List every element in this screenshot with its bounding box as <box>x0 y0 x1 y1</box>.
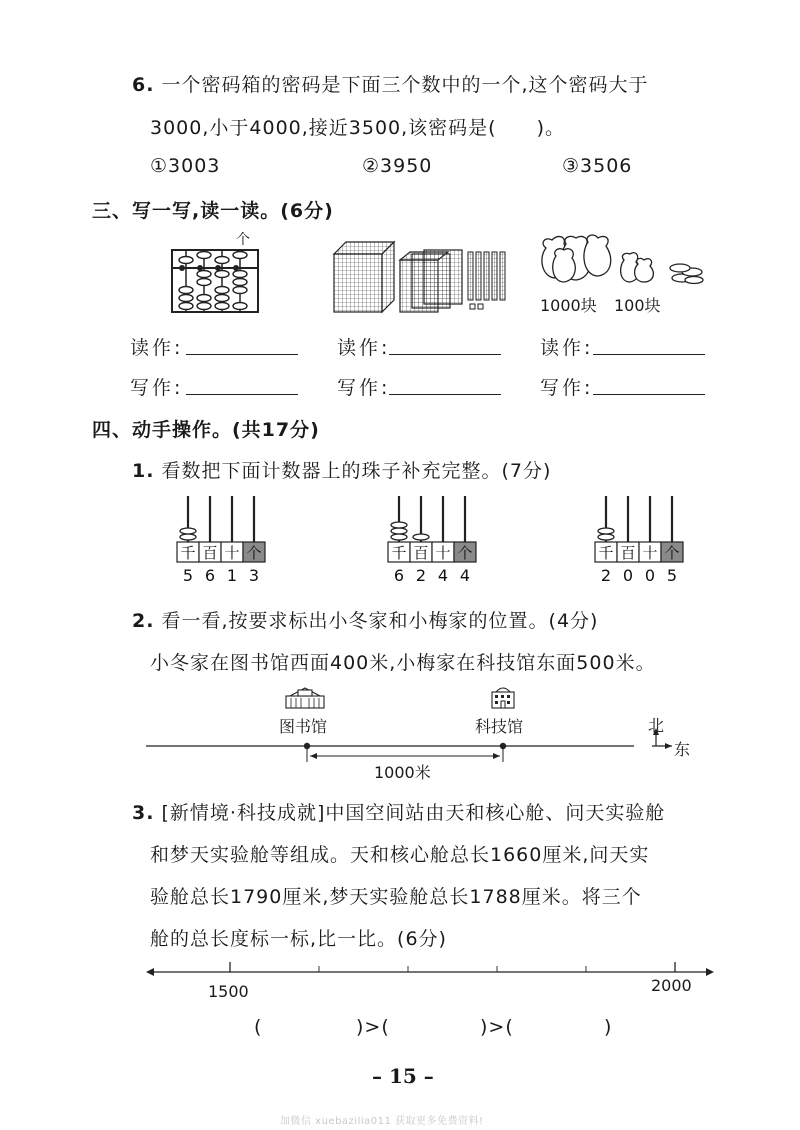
compare-close: ) <box>604 1016 613 1038</box>
q4-2-number: 2. <box>132 610 155 632</box>
q6-option-3: ③3506 <box>562 155 633 177</box>
counter-digit: 2 <box>600 566 612 585</box>
counter-place-label: 十 <box>224 544 240 562</box>
write-answer-line-2[interactable] <box>389 394 501 395</box>
science-museum-icon <box>488 684 518 710</box>
counter-digit: 6 <box>204 566 216 585</box>
counter-digit: 3 <box>248 566 260 585</box>
q6-number: 6. <box>132 74 155 96</box>
counter-bead <box>391 528 407 534</box>
money-bags-illustration <box>536 234 706 290</box>
counter-digit: 0 <box>622 566 634 585</box>
counter-place-label: 十 <box>435 544 451 562</box>
counter-2 <box>387 492 497 588</box>
counter-bead <box>598 528 614 534</box>
counter-digit: 4 <box>437 566 449 585</box>
section4-heading: 四、动手操作。(共17分) <box>92 419 320 441</box>
library-label: 图书馆 <box>279 717 328 736</box>
counter-digit: 1 <box>226 566 238 585</box>
write-label-2: 写作: <box>337 377 391 399</box>
q4-3-line1 <box>132 798 665 825</box>
q4-3-text-line4: 舱的总长度标一标,比一比。(6分) <box>150 928 447 950</box>
counter-place-label: 百 <box>620 544 636 562</box>
q6-text-line2: 3000,小于4000,接近3500,该密码是( )。 <box>150 117 566 139</box>
q4-3-text-line3: 验舱总长1790厘米,梦天实验舱总长1788厘米。将三个 <box>150 886 642 908</box>
watermark-text: 加微信 xuebazilia011 获取更多免费资料! <box>280 1116 484 1127</box>
write-label-1: 写作: <box>130 377 184 399</box>
counter-bead <box>180 528 196 534</box>
distance-label: 1000米 <box>374 763 431 782</box>
axis-start-label: 1500 <box>208 982 249 1001</box>
read-answer-line-2[interactable] <box>389 354 501 355</box>
q4-3-text-line1: [新情境·科技成就]中国空间站由天和核心舱、问天实验舱 <box>161 802 666 824</box>
read-label-3: 读作: <box>540 337 594 359</box>
q4-1-number: 1. <box>132 460 155 482</box>
counter-digit: 4 <box>459 566 471 585</box>
counter-place-label: 千 <box>598 544 614 562</box>
q4-3-number: 3. <box>132 802 155 824</box>
library-building-icon <box>284 686 326 710</box>
counter-digit: 0 <box>644 566 656 585</box>
compass-north-label: 北 <box>648 716 665 735</box>
counter-bead <box>391 534 407 540</box>
write-answer-line-1[interactable] <box>186 394 298 395</box>
axis-end-label: 2000 <box>651 976 692 995</box>
counter-bead <box>391 522 407 528</box>
q4-2-line <box>132 606 598 633</box>
compare-open: ( <box>254 1016 263 1038</box>
position-number-line <box>140 722 700 762</box>
compare-gt-1: )>( <box>356 1016 390 1038</box>
money-label-1000: 1000块 <box>540 296 597 315</box>
write-label-3: 写作: <box>540 377 594 399</box>
q6-line1 <box>132 70 649 97</box>
q4-2-desc: 小冬家在图书馆西面400米,小梅家在科技馆东面500米。 <box>150 652 656 674</box>
money-label-100: 100块 <box>614 296 661 315</box>
q4-2-text: 看一看,按要求标出小冬家和小梅家的位置。(4分) <box>161 610 599 632</box>
counter-place-label: 个 <box>457 544 473 562</box>
base-ten-blocks-illustration <box>330 238 520 318</box>
read-answer-line-1[interactable] <box>186 354 298 355</box>
counter-digit: 2 <box>415 566 427 585</box>
counter-place-label: 千 <box>391 544 407 562</box>
q4-3-text-line2: 和梦天实验舱等组成。天和核心舱总长1660厘米,问天实 <box>150 844 650 866</box>
q4-1-text: 看数把下面计数器上的珠子补充完整。(7分) <box>161 460 552 482</box>
counter-place-label: 个 <box>664 544 680 562</box>
q4-1-line <box>132 456 551 483</box>
read-label-1: 读作: <box>130 337 184 359</box>
q6-text-line1: 一个密码箱的密码是下面三个数中的一个,这个密码大于 <box>161 74 649 96</box>
counter-place-label: 百 <box>202 544 218 562</box>
counter-digit: 5 <box>666 566 678 585</box>
counter-place-label: 个 <box>246 544 262 562</box>
q6-option-2: ②3950 <box>362 155 433 177</box>
counter-bead <box>413 534 429 540</box>
compare-gt-2: )>( <box>480 1016 514 1038</box>
write-answer-line-3[interactable] <box>593 394 705 395</box>
counter-bead <box>598 534 614 540</box>
compass-east-label: 东 <box>674 740 691 759</box>
counter-place-label: 千 <box>180 544 196 562</box>
read-answer-line-3[interactable] <box>593 354 705 355</box>
read-label-2: 读作: <box>337 337 391 359</box>
counter-digit: 5 <box>182 566 194 585</box>
page-number: – 15 – <box>372 1064 434 1088</box>
section3-heading: 三、写一写,读一读。(6分) <box>92 200 334 222</box>
counter-digit: 6 <box>393 566 405 585</box>
abacus-ones-label: 个 <box>236 232 250 248</box>
counter-bead <box>180 534 196 540</box>
counter-1 <box>176 492 286 588</box>
abacus-illustration <box>168 230 268 316</box>
counter-place-label: 百 <box>413 544 429 562</box>
counter-3 <box>594 492 704 588</box>
museum-label: 科技馆 <box>475 717 524 736</box>
counter-place-label: 十 <box>642 544 658 562</box>
q6-option-1: ①3003 <box>150 155 221 177</box>
